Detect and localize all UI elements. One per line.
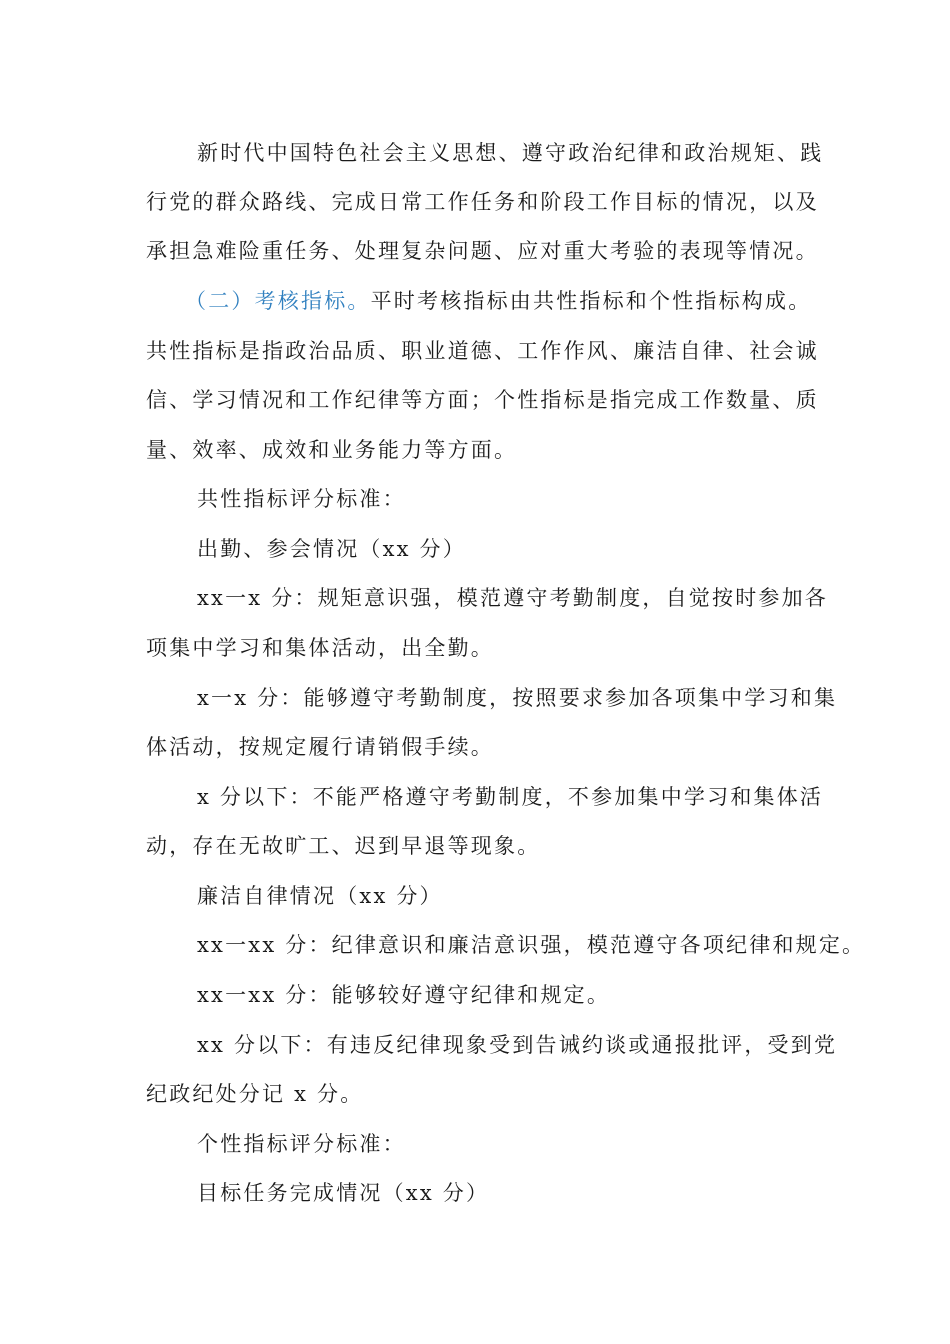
item-title: 廉洁自律情况（xx 分） xyxy=(197,884,443,908)
paragraph-line: 体活动，按规定履行请销假手续。 xyxy=(146,735,494,759)
paragraph-line: 新时代中国特色社会主义思想、遵守政治纪律和政治规矩、践 xyxy=(197,141,824,165)
section-heading: （二）考核指标。 xyxy=(185,289,371,313)
item-title: 出勤、参会情况（xx 分） xyxy=(197,537,466,561)
paragraph-line: 信、学习情况和工作纪律等方面；个性指标是指完成工作数量、质 xyxy=(146,388,819,412)
paragraph-line: 项集中学习和集体活动，出全勤。 xyxy=(146,636,494,660)
section-intro: 平时考核指标由共性指标和个性指标构成。 xyxy=(370,289,812,313)
paragraph-line: 承担急难险重任务、处理复杂问题、应对重大考验的表现等情况。 xyxy=(146,239,819,263)
paragraph-line: xx一x 分：规矩意识强，模范遵守考勤制度，自觉按时参加各 xyxy=(197,586,829,610)
paragraph-line: 纪政纪处分记 x 分。 xyxy=(146,1082,364,1106)
section-heading-line xyxy=(185,286,811,316)
item-title: 目标任务完成情况（xx 分） xyxy=(197,1181,490,1205)
paragraph-line: 共性指标是指政治品质、职业道德、工作作风、廉洁自律、社会诚 xyxy=(146,339,819,363)
subheading: 个性指标评分标准： xyxy=(197,1132,406,1156)
paragraph-line: 动，存在无故旷工、迟到早退等现象。 xyxy=(146,834,541,858)
paragraph-line: x一x 分：能够遵守考勤制度，按照要求参加各项集中学习和集 xyxy=(197,686,838,710)
paragraph-line: 行党的群众路线、完成日常工作任务和阶段工作目标的情况，以及 xyxy=(146,190,819,214)
paragraph-line: xx一xx 分：能够较好遵守纪律和规定。 xyxy=(197,983,611,1007)
subheading: 共性指标评分标准： xyxy=(197,487,406,511)
paragraph-line: xx一xx 分：纪律意识和廉洁意识强，模范遵守各项纪律和规定。 xyxy=(197,933,866,957)
paragraph-line: x 分以下：不能严格遵守考勤制度，不参加集中学习和集体活 xyxy=(197,785,824,809)
paragraph-line: 量、效率、成效和业务能力等方面。 xyxy=(146,438,518,462)
paragraph-line: xx 分以下：有违反纪律现象受到告诫约谈或通报批评，受到党 xyxy=(197,1033,838,1057)
